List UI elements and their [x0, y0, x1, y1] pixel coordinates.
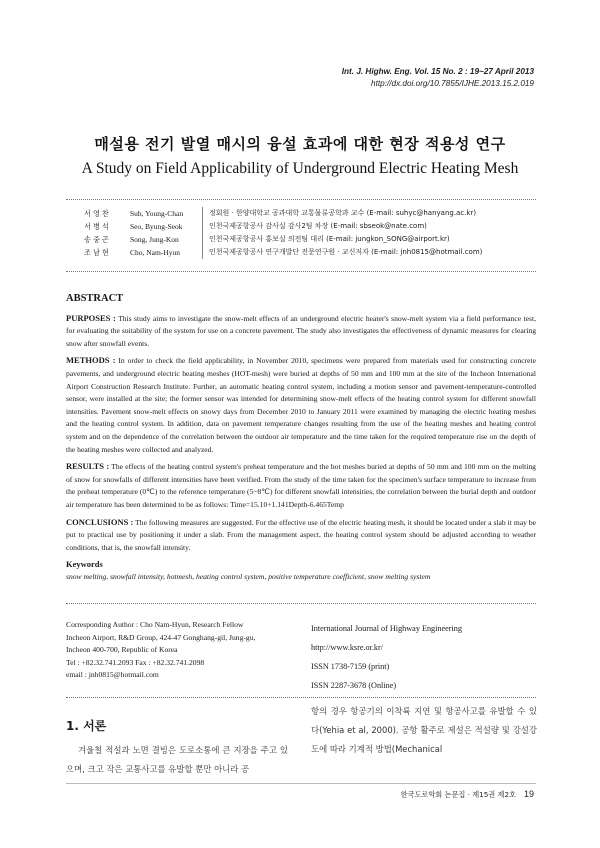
issn-online: ISSN 2287-3678 (Online)	[311, 681, 397, 690]
author-name-ko: 서병석	[84, 222, 111, 231]
issn-print: ISSN 1738-7159 (print)	[311, 662, 390, 671]
author-name-en: Cho, Nam-Hyun	[130, 248, 180, 257]
corr-line: Incheon 400-700, Republic of Korea	[66, 645, 178, 654]
corr-line: Incheon Airport, R&D Group, 424-47 Gonghang-gil, Jung-gu,	[66, 632, 256, 642]
author-affiliation: 인천국제공항공사 감사실 감사2팀 차장 (E-mail: sbseok@nate.com)	[202, 220, 544, 233]
author-row	[84, 246, 544, 259]
corr-line: Corresponding Author : Cho Nam-Hyun, Research Fellow	[66, 620, 244, 629]
corresponding-author-block	[66, 619, 281, 682]
abstract-section	[66, 293, 536, 583]
results-label: RESULTS :	[66, 461, 110, 472]
abstract-methods	[66, 354, 536, 456]
corr-line: Tel : +82.32.741.2093 Fax : +82.32.741.2098	[66, 657, 205, 667]
author-name-en: Seo, Byung-Seok	[130, 222, 183, 231]
author-name-ko: 조남현	[84, 248, 111, 257]
footer-rule	[66, 783, 536, 784]
doi-link[interactable]	[371, 78, 534, 89]
journal-name: International Journal of Highway Engineering	[311, 624, 462, 633]
abstract-purposes	[66, 312, 536, 351]
body-column-left: 겨울철 적설과 노면 결빙은 도로소통에 큰 지장을 주고 있으며, 크고 작은 교통사고를 유발할 뿐만 아니라 공	[66, 745, 288, 774]
abstract-results	[66, 460, 536, 511]
author-name-en: Suh, Young-Chan	[130, 209, 184, 218]
purposes-label: PURPOSES :	[66, 312, 116, 323]
journal-url-link[interactable]: http://www.ksre.or.kr/	[311, 643, 384, 652]
page-footer	[401, 789, 534, 800]
author-row	[84, 207, 544, 220]
conclusions-text: The following measures are suggested. For the effective use of the electric heating mesh, it should be located under a slab it may be put to practical use by positioning it under a slab. From the management aspect, the heating control system should be adjusted according to weather conditions, that is, the snowfall intensity.	[66, 517, 537, 552]
abstract-conclusions	[66, 516, 536, 555]
author-name-en: Song, Jung-Kon	[130, 235, 179, 244]
doi-text: http://dx.doi.org/10.7855/IJHE.2013.15.2.019	[371, 79, 534, 88]
section-divider	[66, 697, 536, 698]
author-name-ko: 송중곤	[84, 235, 111, 244]
section-heading: 1. 서론	[66, 719, 107, 733]
author-name-ko: 서영찬	[84, 209, 111, 218]
methods-text: In order to check the field applicability, in November 2010, specimens were prepared from materials used for constructing concrete pavements, and underground electric heating meshes (HOT-mesh) were buried at depths of 50 mm and 100 mm at the site of the Incheon International Airport Construction Research Institute. Further, an automatic heating control system, including a motion sensor and pavement-temperature-controlled sensor, were installed at the site; the former sensor was intended for determining snow-melt effects of the heating control system for different snowfall intensities. Pavement snow-melt effects on snowy days from December 2010 to January 2011 were examined by managing the electric heating meshes and the heating control system. In addition, data on pavement temperature changes resulting from the use of the heating meshes and heating control system and on the dependence of the correlation between the outdoor air temperature and the time taken for the required temperature rise on the depth of the heating meshes were collected and analyzed.	[66, 356, 537, 454]
journal-info-block	[311, 619, 551, 695]
footer-journal-issue: 한국도로학회 논문집 · 제15권 제2호	[400, 790, 516, 799]
author-affiliation: 정회원 · 한양대학교 공과대학 교통물류공학과 교수 (E-mail: suhyc@hanyang.ac.kr)	[202, 207, 544, 220]
author-row	[84, 233, 544, 246]
author-bottom-divider	[66, 271, 536, 272]
corr-email[interactable]: email : jnh0815@hotmail.com	[66, 670, 159, 679]
author-list	[84, 207, 544, 259]
page-number: 19	[523, 789, 534, 799]
author-affiliation: 인천국제공항공사 연구개발단 전문연구원 · 교신저자 (E-mail: jnh0815@hotmail.com)	[202, 246, 544, 259]
body-column-right: 항의 경우 항공기의 이착륙 지연 및 항공사고를 유발할 수 있다(Yehia et al, 2000). 공항 활주로 제설은 적설량 및 강설강도에 따라 기계적 방법(Mechanical	[311, 706, 537, 754]
author-row	[84, 220, 544, 233]
author-affiliation: 인천국제공항공사 홍보실 의전팀 대리 (E-mail: jungkon_SONG@airport.kr)	[202, 233, 544, 246]
methods-label: METHODS :	[66, 355, 116, 366]
journal-citation	[342, 66, 534, 77]
author-top-divider	[66, 199, 536, 200]
purposes-text: This study aims to investigate the snow-melt effects of an underground electric heater's snow-melt system via a field performance test, for evaluating the suitability of the system for use on a concrete pavement. The study also investigates the effectiveness of dynamic measures for clearing snow after snowfall events.	[66, 313, 536, 348]
abstract-divider	[66, 603, 536, 604]
keywords-list: snow melting, snowfall intensity, hotmesh, heating control system, positive temperature coefficient, snow melting system	[66, 571, 431, 581]
conclusions-label: CONCLUSIONS :	[66, 516, 134, 527]
journal-citation-text: Int. J. Highw. Eng. Vol. 15 No. 2 : 19~27 April 2013	[341, 67, 534, 76]
keywords-heading: Keywords	[66, 559, 103, 570]
abstract-heading: ABSTRACT	[66, 293, 124, 304]
paper-title-korean: 매설용 전기 발열 매시의 융설 효과에 대한 현장 적용성 연구	[94, 135, 506, 153]
paper-title-english: A Study on Field Applicability of Underground Electric Heating Mesh	[81, 160, 519, 177]
results-text: The effects of the heating control system's preheat temperature and the hot meshes buried at depths of 50 mm and 100 mm on the melting of snow for snowfalls of different intensities have been verified. From the study of the time taken for the specimen's surface temperature to increase from the preheat temperature (0℃) to the reference temperature (5~8℃) for different snowfall intensities, the correlation between the burial depth and outdoor air temperature has been determined to be as follows: Time=15.10+1.141Depth-6.465Temp	[66, 462, 536, 509]
